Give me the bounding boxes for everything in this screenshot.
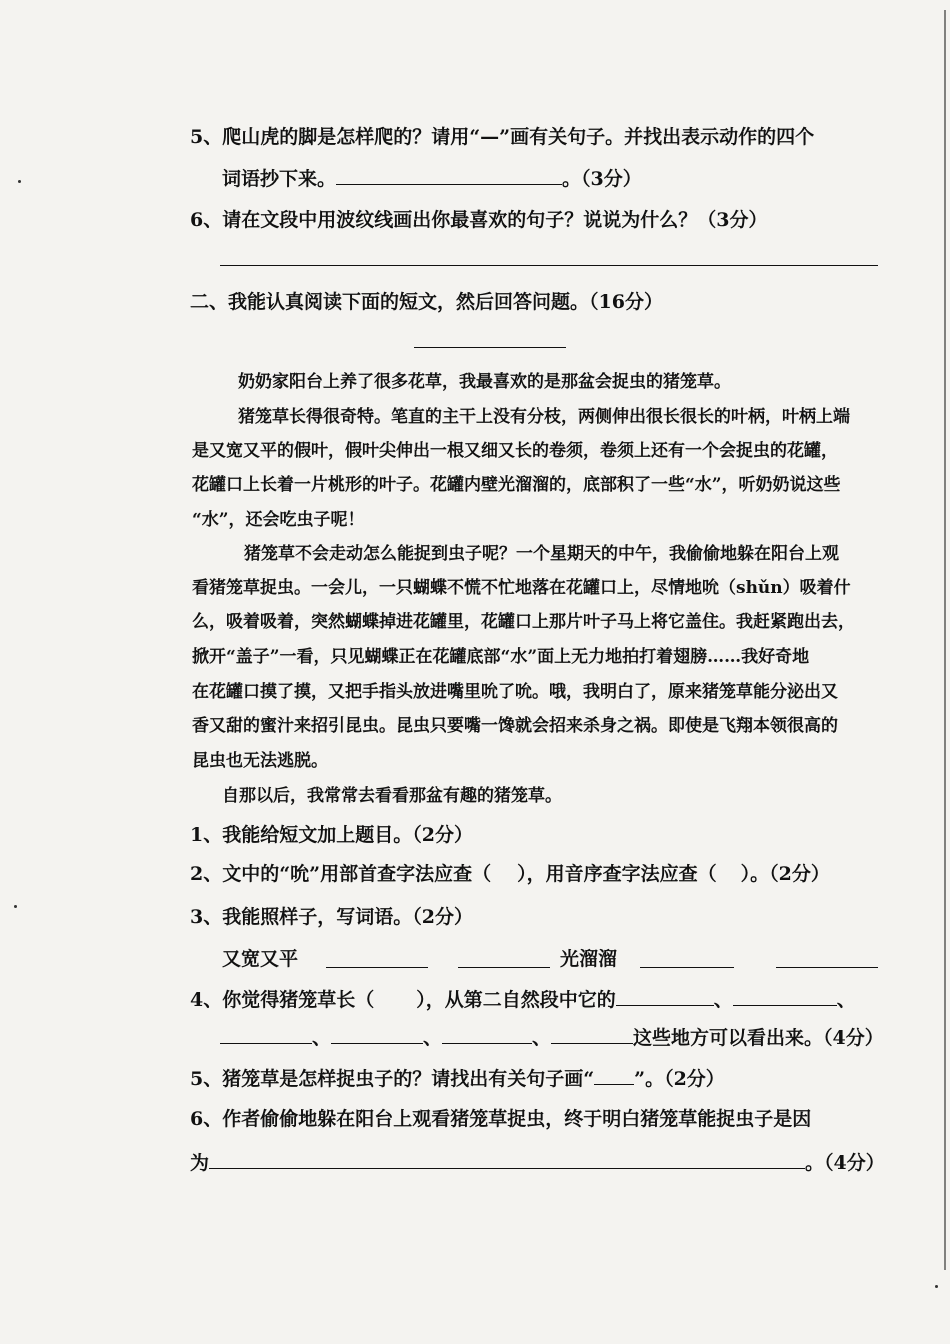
- title-blank[interactable]: [414, 347, 566, 348]
- answer-blank[interactable]: [442, 1025, 532, 1044]
- answer-blank[interactable]: [326, 967, 428, 968]
- answer-blank[interactable]: [640, 967, 734, 968]
- passage-line: 是又宽又平的假叶，假叶尖伸出一根又细又长的卷须，卷须上还有一个会捉虫的花罐，: [192, 441, 838, 461]
- scan-speck: [14, 905, 17, 908]
- answer-blank[interactable]: [458, 967, 550, 968]
- passage-line: 昆虫也无法逃脱。: [192, 751, 328, 771]
- passage-line: 香又甜的蜜汁来招引昆虫。昆虫只要嘴一馋就会招来杀身之祸。即使是飞翔本领很高的: [192, 716, 838, 736]
- question-2: 2、文中的“吮”用部首查字法应查（ ），用音序查字法应查（ ）。（2分）: [190, 863, 830, 885]
- passage-line: 花罐口上长着一片桃形的叶子。花罐内壁光溜溜的，底部积了一些“水”，听奶奶说这些: [192, 475, 841, 495]
- passage-line: 么，吸着吸着，突然蝴蝶掉进花罐里，花罐口上那片叶子马上将它盖住。我赶紧跑出去，: [192, 612, 855, 632]
- section-heading: 二、我能认真阅读下面的短文，然后回答问题。（16分）: [190, 291, 663, 313]
- answer-blank[interactable]: [220, 1025, 312, 1044]
- question-6-line2: 为 。（4分）: [190, 1152, 885, 1174]
- question-4-line2: 、 、 、 这些地方可以看出来。（4分）: [220, 1025, 884, 1051]
- question-5-line1: 5、爬山虎的脚是怎样爬的？请用“—”画有关句子。并找出表示动作的四个: [190, 126, 815, 148]
- passage-line: 自那以后，我常常去看看那盆有趣的猪笼草。: [222, 786, 562, 806]
- passage-line: 奶奶家阳台上养了很多花草，我最喜欢的是那盆会捉虫的猪笼草。: [238, 372, 731, 392]
- passage-line: 在花罐口摸了摸，又把手指头放进嘴里吮了吮。哦，我明白了，原来猪笼草能分泌出又: [192, 682, 838, 702]
- answer-blank[interactable]: [616, 987, 714, 1006]
- question-3-example-2: 光溜溜: [560, 948, 618, 970]
- answer-blank[interactable]: [733, 987, 837, 1006]
- scan-speck: [935, 1285, 938, 1288]
- answer-blank[interactable]: [776, 967, 878, 968]
- passage-line: 猪笼草不会走动怎么能捉到虫子呢？一个星期天的中午，我偷偷地躲在阳台上观: [244, 544, 839, 564]
- passage-line: 看猪笼草捉虫。一会儿，一只蝴蝶不慌不忙地落在花罐口上，尽情地吮（shǔn）吸着什: [192, 578, 851, 598]
- question-3-example-1: 又宽又平: [222, 948, 299, 970]
- answer-blank[interactable]: [551, 1025, 633, 1044]
- question-4-line1: 4、你觉得猪笼草长（ ），从第二自然段中它的 、 、: [190, 989, 856, 1011]
- answer-line[interactable]: [220, 265, 878, 266]
- scan-speck: [18, 180, 21, 183]
- question-5-line2: 词语抄下来。 。（3分）: [222, 168, 642, 190]
- scan-edge: [944, 10, 946, 1270]
- question-3: 3、我能照样子，写词语。（2分）: [190, 906, 473, 928]
- passage-line: 掀开“盖子”一看，只见蝴蝶正在花罐底部“水”面上无力地拍打着翅膀……我好奇地: [192, 647, 810, 667]
- answer-blank[interactable]: [331, 1025, 423, 1044]
- answer-blank[interactable]: [336, 166, 562, 185]
- answer-blank[interactable]: [209, 1150, 805, 1169]
- passage-line: 猪笼草长得很奇特。笔直的主干上没有分枝，两侧伸出很长很长的叶柄，叶柄上端: [238, 407, 850, 427]
- question-6: 6、请在文段中用波纹线画出你最喜欢的句子？说说为什么？（3分）: [190, 209, 768, 231]
- question-1: 1、我能给短文加上题目。（2分）: [190, 824, 473, 846]
- passage-line: “水”，还会吃虫子呢！: [192, 510, 365, 530]
- underline-mark-sample: [594, 1066, 634, 1085]
- question-5: 5、猪笼草是怎样捉虫子的？请找出有关句子画“ ”。（2分）: [190, 1068, 725, 1090]
- question-6-line1: 6、作者偷偷地躲在阳台上观看猪笼草捉虫，终于明白猪笼草能捉虫子是因: [190, 1108, 812, 1130]
